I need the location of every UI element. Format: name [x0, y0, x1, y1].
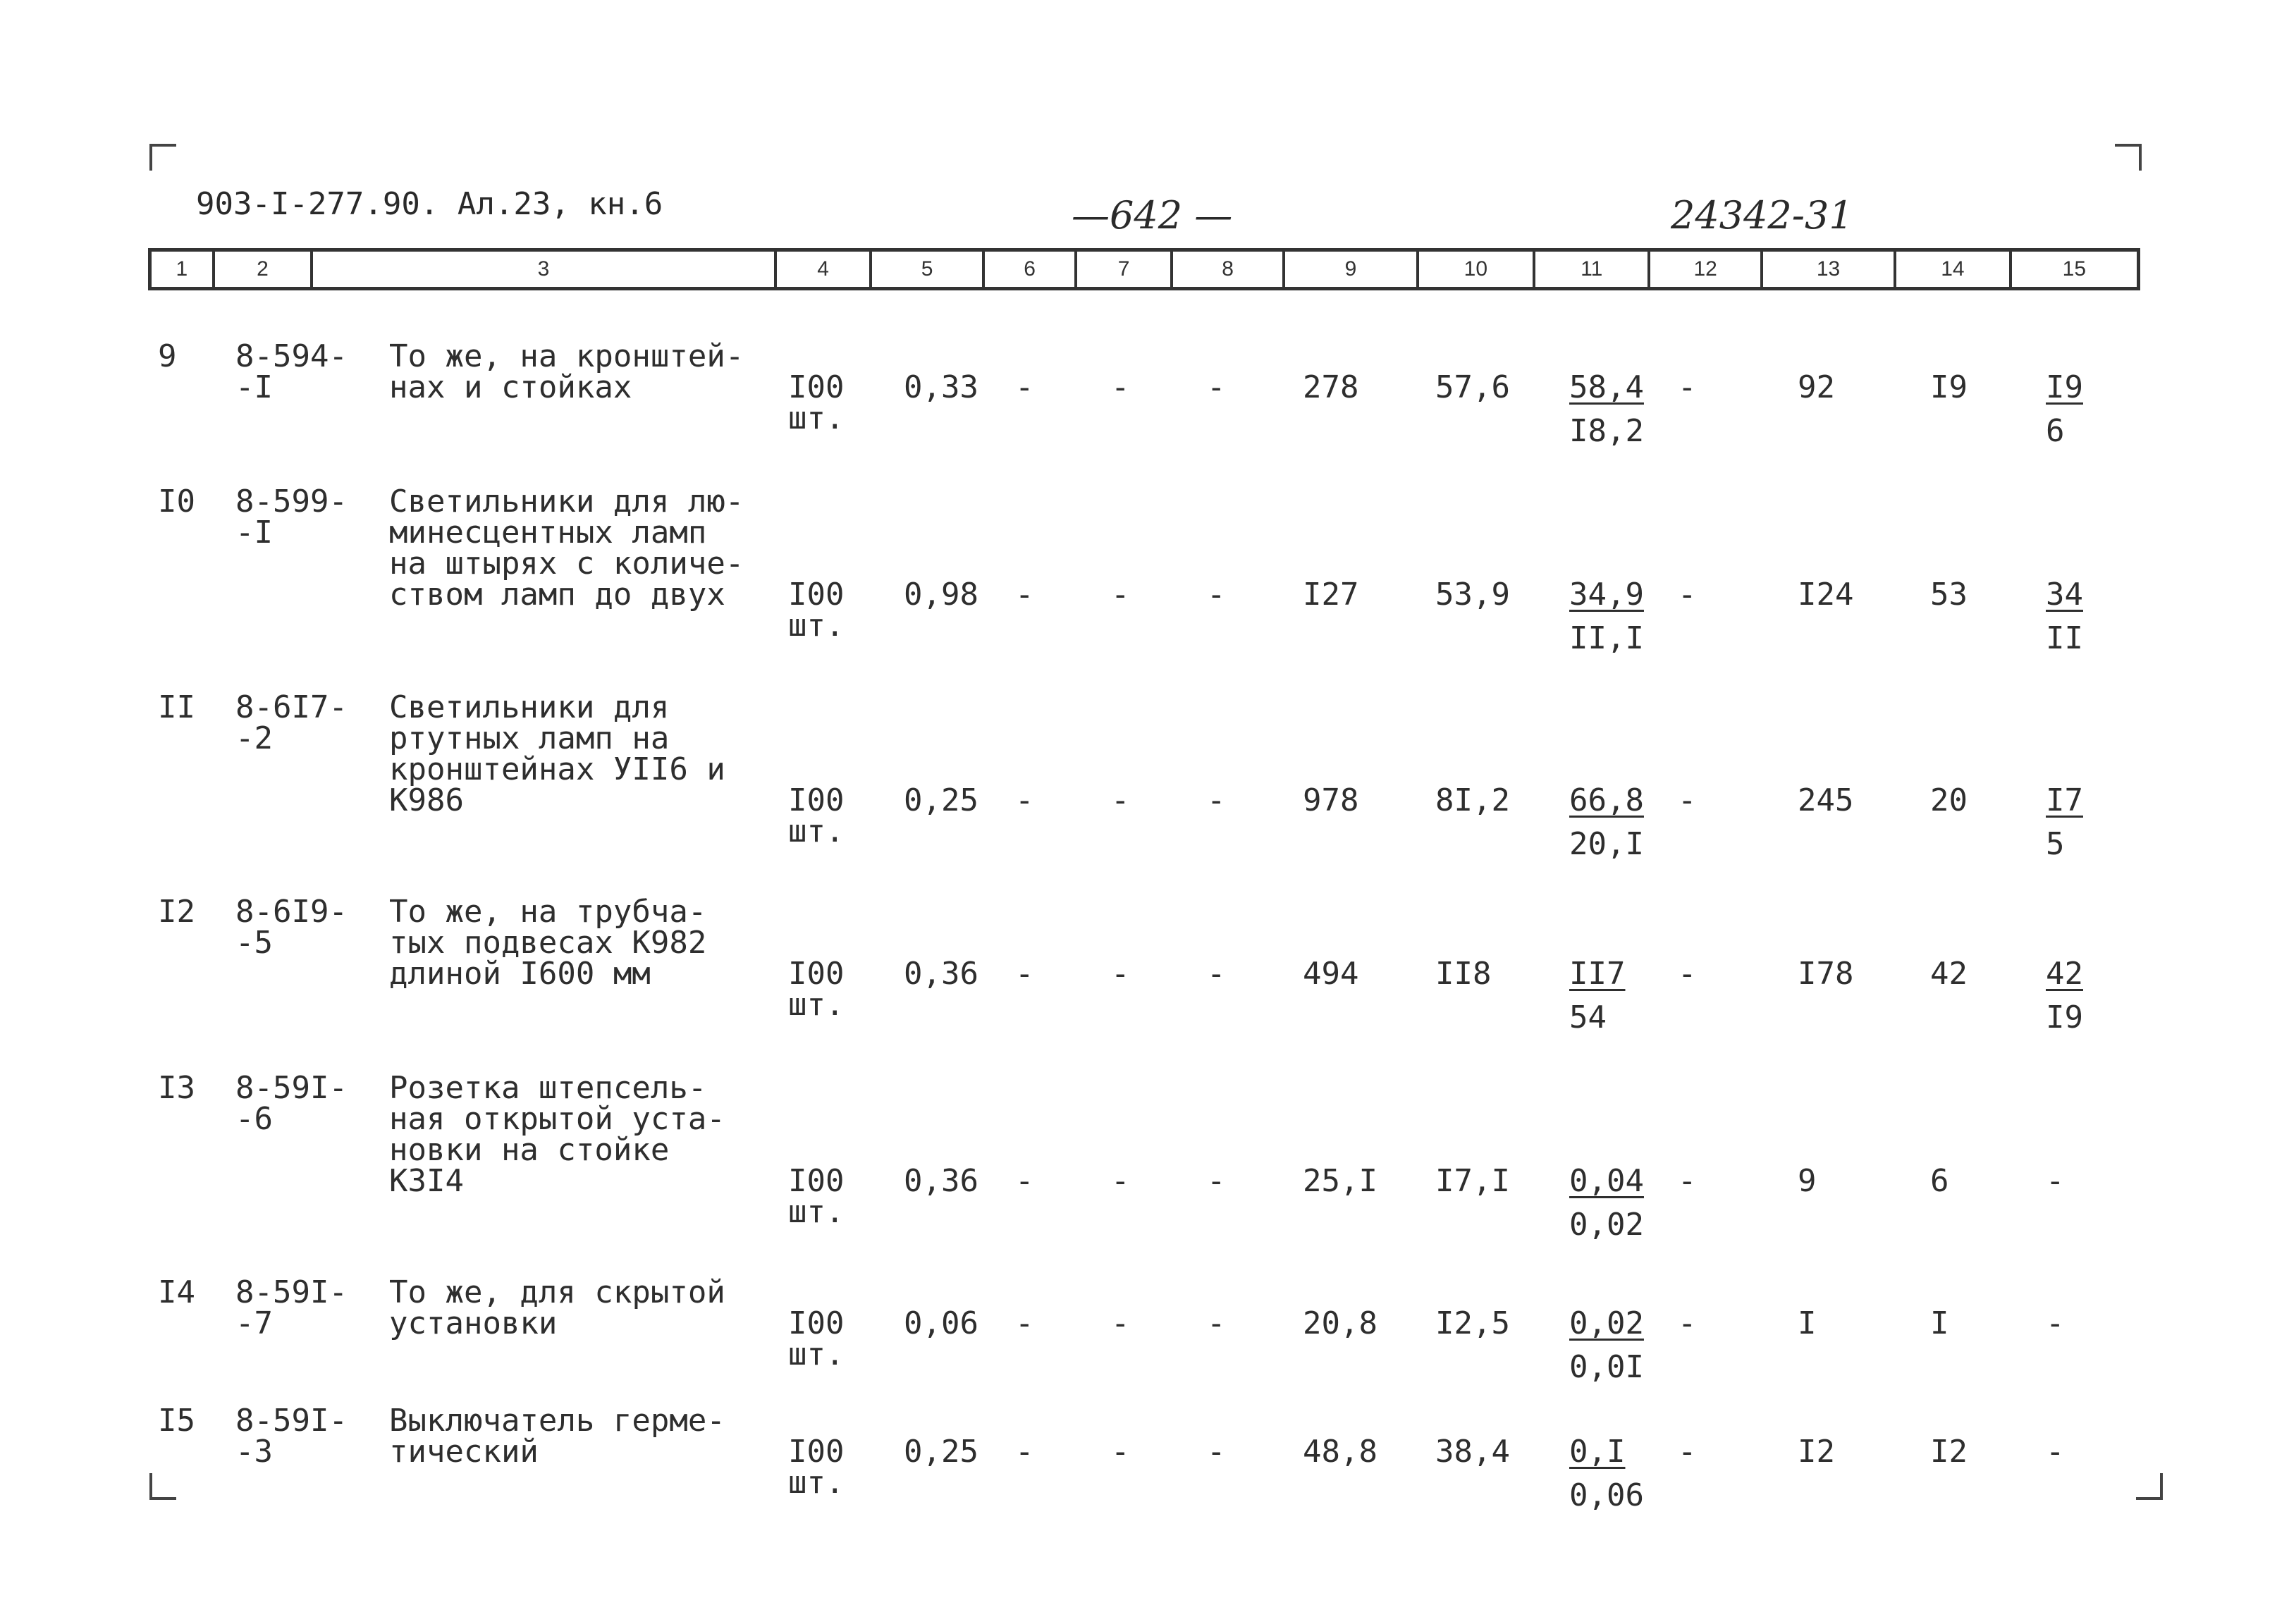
column-header-4: 4 [777, 252, 873, 287]
unit-of-measure: I00 [788, 577, 845, 613]
unit-of-measure: шт. [788, 813, 845, 849]
page-number: —642 — [1072, 193, 1233, 238]
price-code: 8-59I- [235, 1403, 348, 1439]
row-number: 9 [158, 338, 177, 374]
quantity: 0,33 [904, 369, 978, 405]
work-description: Розетка штепсель- [389, 1070, 707, 1106]
work-description: К3I4 [389, 1163, 464, 1199]
cell-col-8: - [1207, 1305, 1226, 1341]
cell-col-7: - [1111, 956, 1130, 992]
cell-col-15-top: - [2046, 1434, 2065, 1470]
row-number: I4 [158, 1274, 195, 1310]
price-code: -I [235, 515, 273, 550]
work-description: То же, на трубча- [389, 894, 707, 930]
cell-col-11-top: II7 [1569, 956, 1626, 992]
unit-of-measure: I00 [788, 1305, 845, 1341]
quantity: 0,98 [904, 577, 978, 613]
unit-of-measure: шт. [788, 608, 845, 644]
row-number: I3 [158, 1070, 195, 1106]
price-code: 8-6I9- [235, 894, 348, 930]
cell-col-14: 53 [1930, 577, 1968, 613]
work-description: ртутных ламп на [389, 720, 670, 756]
quantity: 0,25 [904, 1434, 978, 1470]
cell-col-8: - [1207, 577, 1226, 613]
work-description: на штырях с количе- [389, 546, 744, 582]
cell-col-6: - [1015, 1305, 1034, 1341]
column-header-9: 9 [1285, 252, 1418, 287]
column-header-10: 10 [1419, 252, 1535, 287]
cell-col-9: 494 [1303, 956, 1359, 992]
cell-col-12: - [1678, 1305, 1697, 1341]
cell-col-8: - [1207, 782, 1226, 818]
cell-col-14: 20 [1930, 782, 1968, 818]
cell-col-13: I78 [1798, 956, 1854, 992]
cell-col-7: - [1111, 782, 1130, 818]
cell-col-12: - [1678, 577, 1697, 613]
cell-col-11-bottom: 0,06 [1569, 1477, 1644, 1513]
price-code: 8-59I- [235, 1070, 348, 1106]
column-header-14: 14 [1896, 252, 2011, 287]
cell-col-10: 8I,2 [1435, 782, 1510, 818]
column-header-15: 15 [2062, 257, 2087, 281]
column-header-13: 13 [1763, 252, 1896, 287]
corner-mark-top-left [149, 144, 176, 171]
cell-col-11-top: 34,9 [1569, 577, 1644, 613]
cell-col-11-top: 58,4 [1569, 369, 1644, 405]
cell-col-6: - [1015, 956, 1034, 992]
cell-col-7: - [1111, 1434, 1130, 1470]
cell-col-13: I [1798, 1305, 1817, 1341]
row-number: II [158, 689, 195, 725]
work-description: Светильники для [389, 689, 670, 725]
column-header-1: 1 [152, 252, 215, 287]
row-number: I0 [158, 484, 195, 519]
unit-of-measure: I00 [788, 1434, 845, 1470]
cell-col-8: - [1207, 956, 1226, 992]
work-description: тический [389, 1434, 539, 1470]
work-description: кронштейнах УII6 и [389, 751, 725, 787]
cell-col-10: 53,9 [1435, 577, 1510, 613]
unit-of-measure: шт. [788, 1194, 845, 1230]
work-description: ная открытой уста- [389, 1101, 725, 1137]
cell-col-14: 42 [1930, 956, 1968, 992]
corner-mark-bottom-left [149, 1473, 176, 1500]
unit-of-measure: шт. [788, 400, 845, 436]
cell-col-15-top: - [2046, 1305, 2065, 1341]
column-header-12: 12 [1650, 252, 1762, 287]
cell-col-15-top: I7 [2046, 782, 2083, 818]
cell-col-11-bottom: 0,02 [1569, 1207, 1644, 1243]
cell-col-12: - [1678, 782, 1697, 818]
cell-col-6: - [1015, 782, 1034, 818]
cell-col-9: 20,8 [1303, 1305, 1377, 1341]
cell-col-15-bottom: I9 [2046, 999, 2083, 1035]
cell-col-11-top: 0,04 [1569, 1163, 1644, 1199]
price-code: 8-599- [235, 484, 348, 519]
cell-col-9: I27 [1303, 577, 1359, 613]
unit-of-measure: I00 [788, 956, 845, 992]
cell-col-11-top: 66,8 [1569, 782, 1644, 818]
cell-col-14: I [1930, 1305, 1949, 1341]
column-header-2: 2 [215, 252, 314, 287]
cell-col-14: I9 [1930, 369, 1968, 405]
cell-col-9: 25,I [1303, 1163, 1377, 1199]
cell-col-13: 245 [1798, 782, 1854, 818]
work-description: тых подвесах К982 [389, 925, 707, 961]
cell-col-14: 6 [1930, 1163, 1949, 1199]
cell-col-9: 978 [1303, 782, 1359, 818]
cell-col-13: 9 [1798, 1163, 1817, 1199]
cell-col-15-top: I9 [2046, 369, 2083, 405]
unit-of-measure: шт. [788, 1336, 845, 1372]
cell-col-7: - [1111, 1305, 1130, 1341]
cell-col-11-bottom: 54 [1569, 999, 1607, 1035]
cell-col-11-bottom: I8,2 [1569, 413, 1644, 449]
cell-col-7: - [1111, 369, 1130, 405]
cell-col-7: - [1111, 577, 1130, 613]
price-code: 8-594- [235, 338, 348, 374]
work-description: То же, для скрытой [389, 1274, 725, 1310]
column-header-8: 8 [1173, 252, 1285, 287]
cell-col-8: - [1207, 369, 1226, 405]
cell-col-12: - [1678, 1434, 1697, 1470]
cell-col-10: I2,5 [1435, 1305, 1510, 1341]
cell-col-12: - [1678, 369, 1697, 405]
corner-mark-top-right [2115, 144, 2142, 171]
quantity: 0,36 [904, 1163, 978, 1199]
column-header-row [148, 248, 2140, 290]
cell-col-13: I24 [1798, 577, 1854, 613]
cell-col-15-top: 34 [2046, 577, 2083, 613]
cell-col-15-top: - [2046, 1163, 2065, 1199]
cell-col-11-bottom: 20,I [1569, 826, 1644, 862]
price-code: 8-6I7- [235, 689, 348, 725]
unit-of-measure: шт. [788, 987, 845, 1023]
cell-col-14: I2 [1930, 1434, 1968, 1470]
cell-col-10: 57,6 [1435, 369, 1510, 405]
cell-col-10: 38,4 [1435, 1434, 1510, 1470]
cell-col-13: I2 [1798, 1434, 1835, 1470]
row-number: I2 [158, 894, 195, 930]
cell-col-13: 92 [1798, 369, 1835, 405]
cell-col-12: - [1678, 956, 1697, 992]
cell-col-11-top: 0,I [1569, 1434, 1626, 1470]
quantity: 0,06 [904, 1305, 978, 1341]
price-code: -I [235, 369, 273, 405]
price-code: 8-59I- [235, 1274, 348, 1310]
unit-of-measure: шт. [788, 1465, 845, 1501]
column-header-6: 6 [985, 252, 1078, 287]
work-description: То же, на кронштей- [389, 338, 744, 374]
cell-col-11-bottom: II,I [1569, 620, 1644, 656]
quantity: 0,25 [904, 782, 978, 818]
cell-col-10: II8 [1435, 956, 1492, 992]
cell-col-15-bottom: 6 [2046, 413, 2065, 449]
work-description: Светильники для лю- [389, 484, 744, 519]
column-header-11: 11 [1535, 252, 1650, 287]
price-code: -7 [235, 1305, 273, 1341]
quantity: 0,36 [904, 956, 978, 992]
work-description: установки [389, 1305, 558, 1341]
document-code: 903-I-277.90. Ал.23, кн.6 [196, 186, 663, 222]
row-number: I5 [158, 1403, 195, 1439]
column-header-7: 7 [1077, 252, 1173, 287]
cell-col-11-bottom: 0,0I [1569, 1349, 1644, 1385]
column-header-5: 5 [872, 252, 984, 287]
price-code: -3 [235, 1434, 273, 1470]
cell-col-15-bottom: II [2046, 620, 2083, 656]
cell-col-9: 278 [1303, 369, 1359, 405]
work-description: ством ламп до двух [389, 577, 725, 613]
cell-col-6: - [1015, 1163, 1034, 1199]
cell-col-6: - [1015, 1434, 1034, 1470]
cell-col-9: 48,8 [1303, 1434, 1377, 1470]
work-description: Выключатель герме- [389, 1403, 725, 1439]
cell-col-6: - [1015, 577, 1034, 613]
corner-mark-bottom-right [2136, 1473, 2163, 1500]
cell-col-12: - [1678, 1163, 1697, 1199]
work-description: К986 [389, 782, 464, 818]
work-description: новки на стойке [389, 1132, 670, 1168]
cell-col-11-top: 0,02 [1569, 1305, 1644, 1341]
unit-of-measure: I00 [788, 1163, 845, 1199]
unit-of-measure: I00 [788, 782, 845, 818]
work-description: нах и стойках [389, 369, 632, 405]
document-number: 24342-31 [1671, 193, 1853, 238]
price-code: -5 [235, 925, 273, 961]
work-description: длиной I600 мм [389, 956, 651, 992]
unit-of-measure: I00 [788, 369, 845, 405]
cell-col-10: I7,I [1435, 1163, 1510, 1199]
cell-col-8: - [1207, 1163, 1226, 1199]
price-code: -6 [235, 1101, 273, 1137]
cell-col-7: - [1111, 1163, 1130, 1199]
price-code: -2 [235, 720, 273, 756]
cell-col-6: - [1015, 369, 1034, 405]
cell-col-8: - [1207, 1434, 1226, 1470]
cell-col-15-top: 42 [2046, 956, 2083, 992]
cell-col-15-bottom: 5 [2046, 826, 2065, 862]
work-description: минесцентных ламп [389, 515, 707, 550]
column-header-3: 3 [313, 252, 777, 287]
